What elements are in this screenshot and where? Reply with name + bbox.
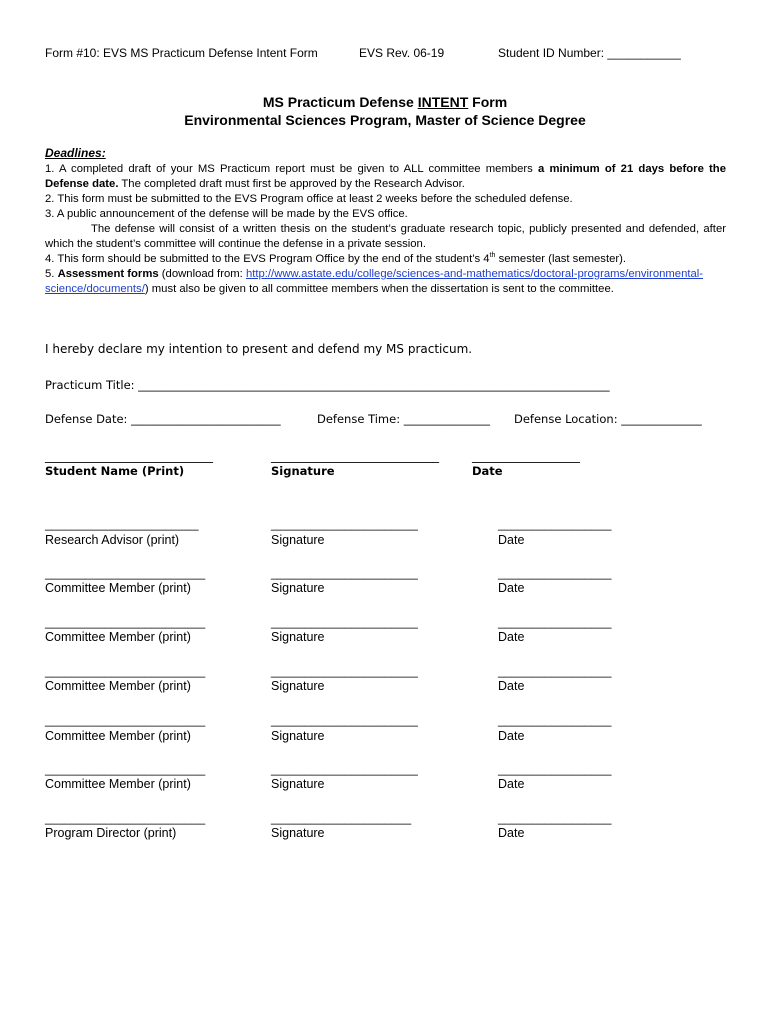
student-signature-line[interactable]: ____________________________ (271, 449, 439, 463)
student-name-label: Student Name (Print) (45, 464, 185, 478)
deadline-item-3: 3. A public announcement of the defense will be made by the EVS office. (45, 208, 408, 220)
advisor-signature-label: Signature (271, 533, 325, 547)
director-name-line[interactable]: ________________________ (45, 811, 206, 825)
member-label: Committee Member (print) (45, 581, 191, 595)
member-date-line[interactable]: _________________ (498, 713, 612, 727)
advisor-label: Research Advisor (print) (45, 533, 180, 547)
member-signature-label: Signature (271, 581, 325, 595)
deadline-item-5: 5. Assessment forms (download from: http://www.astate.edu/college/sciences-and-mathematics/doctoral-programs/environmental-science/documents/) must also be given to all committee members when the dissertation is sent to the committee. (45, 268, 704, 295)
form-revision: EVS Rev. 06-19 (359, 46, 445, 60)
member-date-label: Date (498, 581, 525, 595)
member-signature-label: Signature (271, 777, 325, 791)
director-signature-line[interactable]: _____________________ (271, 811, 412, 825)
member-name-line[interactable]: ________________________ (45, 566, 206, 580)
student-date-line[interactable]: __________________ (472, 449, 580, 463)
member-date-line[interactable]: _________________ (498, 664, 612, 678)
member-name-line[interactable]: ________________________ (45, 762, 206, 776)
member-signature-line[interactable]: ______________________ (271, 664, 418, 678)
defense-date-field[interactable]: Defense Date: __________________________ (45, 412, 281, 426)
title-part-1: MS Practicum Defense (262, 94, 418, 110)
deadline-item-4: 4. This form should be submitted to the EVS Program Office by the end of the student’s 4th semester (last semester). (45, 252, 627, 265)
member-name-line[interactable]: ________________________ (45, 664, 206, 678)
member-signature-label: Signature (271, 679, 325, 693)
director-date-label: Date (498, 826, 525, 840)
deadlines-section (45, 146, 726, 297)
student-signature-label: Signature (271, 464, 335, 478)
title-part-2: Form (468, 94, 508, 110)
deadlines-heading: Deadlines: (45, 146, 106, 160)
member-name-line[interactable]: ________________________ (45, 713, 206, 727)
member-signature-line[interactable]: ______________________ (271, 762, 418, 776)
deadline-item-3-detail: The defense will consist of a written thesis on the student’s graduate research topic, publicly presented and defended, after which the student’s committee will continue the defense in a private session. (45, 223, 726, 250)
advisor-name-line[interactable]: _______________________ (45, 517, 199, 531)
deadline-item-2: 2. This form must be submitted to the EVS Program office at least 2 weeks before the scheduled defense. (45, 193, 573, 205)
director-signature-label: Signature (271, 826, 325, 840)
deadline-item-1: 1. A completed draft of your MS Practicum report must be given to ALL committee members a minimum of 21 days before the Defense date. The completed draft must first be approved by the Research Advisor. (45, 163, 726, 190)
member-date-line[interactable]: _________________ (498, 566, 612, 580)
member-name-line[interactable]: ________________________ (45, 615, 206, 629)
practicum-title-field[interactable]: Practicum Title: __________________________________________________________________________________ (45, 378, 610, 392)
advisor-date-line[interactable]: _________________ (498, 517, 612, 531)
title-intent: INTENT (417, 94, 469, 110)
form-name: Form #10: EVS MS Practicum Defense Intent Form (45, 46, 318, 60)
member-label: Committee Member (print) (45, 729, 191, 743)
assessment-forms-link[interactable]: http://www.astate.edu/college/sciences-and-mathematics/doctoral-programs/environmental-science/documents/ (45, 268, 704, 295)
member-date-label: Date (498, 777, 525, 791)
member-label: Committee Member (print) (45, 679, 191, 693)
advisor-date-label: Date (498, 533, 525, 547)
student-id-field[interactable]: Student ID Number: ___________ (498, 46, 681, 60)
member-date-line[interactable]: _________________ (498, 615, 612, 629)
member-signature-label: Signature (271, 630, 325, 644)
member-date-line[interactable]: _________________ (498, 762, 612, 776)
defense-time-field[interactable]: Defense Time: _______________ (317, 412, 490, 426)
director-label: Program Director (print) (45, 826, 177, 840)
member-signature-line[interactable]: ______________________ (271, 566, 418, 580)
director-date-line[interactable]: _________________ (498, 811, 612, 825)
page-title (0, 94, 770, 110)
page-subtitle: Environmental Sciences Program, Master of Science Degree (184, 112, 586, 128)
member-signature-line[interactable]: ______________________ (271, 615, 418, 629)
member-label: Committee Member (print) (45, 777, 191, 791)
member-signature-line[interactable]: ______________________ (271, 713, 418, 727)
student-name-line[interactable]: ____________________________ (45, 449, 213, 463)
member-label: Committee Member (print) (45, 630, 191, 644)
declaration-text: I hereby declare my intention to present and defend my MS practicum. (45, 342, 473, 356)
student-date-label: Date (472, 464, 503, 478)
advisor-signature-line[interactable]: ______________________ (271, 517, 418, 531)
defense-location-field[interactable]: Defense Location: ______________ (514, 412, 702, 426)
member-signature-label: Signature (271, 729, 325, 743)
member-date-label: Date (498, 729, 525, 743)
member-date-label: Date (498, 679, 525, 693)
member-date-label: Date (498, 630, 525, 644)
